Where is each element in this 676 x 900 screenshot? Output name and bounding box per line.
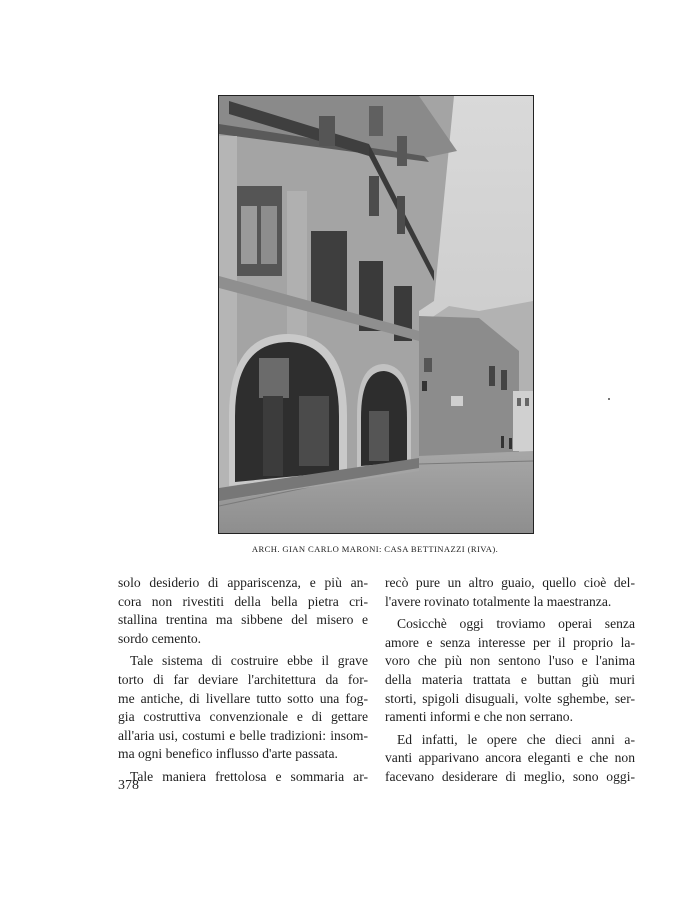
text-line: Ed infatti, le opere che dieci anni a-: [397, 731, 635, 747]
paragraph: [385, 615, 635, 727]
text-line: torto di far deviare l'architettura da for-: [118, 671, 368, 687]
paragraph: [385, 731, 635, 787]
text-line: ramenti informi e che non serrano.: [385, 709, 573, 725]
text-line: me antiche, di livellare tutto sotto una fog-: [118, 690, 368, 706]
page-number: 378: [118, 778, 139, 793]
text-line: amore e senza interesse per il proprio la-: [385, 634, 635, 650]
text-line: voro che più non sentono l'uso e l'anima: [385, 653, 635, 669]
text-line: sordo cemento.: [118, 630, 202, 646]
text-line: cora non rivestiti della bella pietra cri-: [118, 593, 368, 609]
figure-caption: ARCH. GIAN CARLO MARONI: CASA BETTINAZZI (RIVA).: [251, 544, 499, 554]
building-photo-illustration: [219, 96, 533, 533]
text-line: recò pure un altro guaio, quello cioè del-: [385, 575, 635, 590]
paragraph: [118, 652, 368, 764]
text-column-left: [118, 574, 368, 787]
paragraph: [118, 768, 368, 787]
paragraph: [385, 574, 635, 611]
text-line: vanti apparivano ancora eleganti e che non: [385, 750, 635, 766]
text-line: l'avere rovinato totalmente la maestranza.: [385, 593, 612, 609]
text-line: della materia trattata e buttan giù muri: [385, 671, 635, 687]
paragraph: [118, 574, 368, 648]
text-column-right: [385, 574, 635, 787]
text-line: gia costruttiva convenzionale e di gettare: [118, 709, 368, 725]
text-line: all'aria usi, costumi e belle tradizioni: insom-: [118, 727, 368, 743]
text-line: stallina trentina ma sibbene del misero e: [118, 612, 368, 628]
print-speck: [608, 398, 610, 400]
text-line: Tale sistema di costruire ebbe il grave: [130, 653, 368, 669]
text-line: storti, spigoli disuguali, volte sghembe, ser-: [385, 690, 635, 706]
text-line: ma ogni benefico influsso d'arte passata.: [118, 746, 338, 762]
text-line: solo desiderio di appariscenza, e più an-: [118, 575, 368, 590]
building-photograph: [218, 95, 534, 534]
text-line: Tale maniera frettolosa e sommaria ar-: [130, 768, 368, 784]
text-line: Cosicchè oggi troviamo operai senza: [397, 616, 635, 632]
text-line: facevano desiderare di meglio, sono oggi-: [385, 768, 635, 784]
